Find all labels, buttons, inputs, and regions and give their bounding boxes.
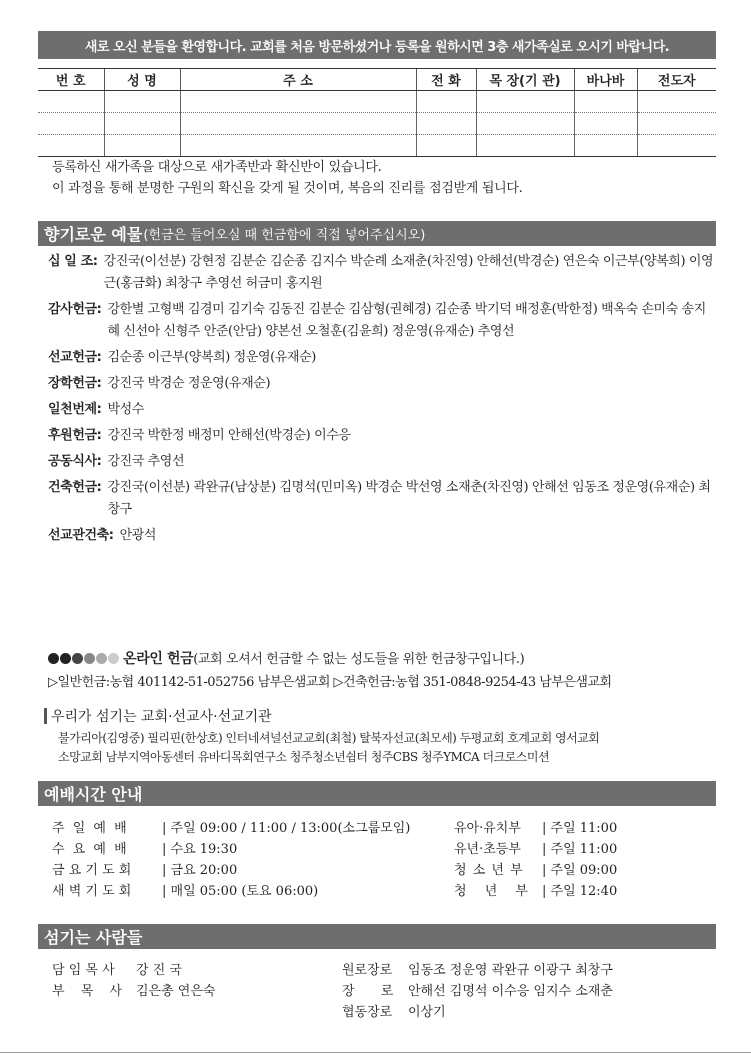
offering-names: 강진국 박한정 배정미 안해선(박경순) 이수응 (107, 428, 351, 443)
bank-accounts: ▷일반헌금:농협 401142-51-052756 남부은샘교회 ▷건축헌금:농협 351-0848-9254-43 남부은샘교회 (48, 675, 612, 690)
offering-names: 강진국 추영선 (107, 454, 185, 469)
offerings-list (48, 251, 718, 551)
staff-role: 담 임 목 사 (52, 963, 115, 978)
worship-name: 수 요 예 배 (52, 842, 129, 857)
staff-names: 안해선 김명석 이수응 임지수 소재춘 (408, 984, 613, 999)
staff-role: 부 목 사 (52, 984, 122, 999)
worship-time: | 주일 12:40 (542, 884, 618, 899)
worship-name: 새 벽 기 도 회 (52, 884, 132, 899)
offering-names: 강진국(이선분) 곽완규(남상분) 김명석(민미옥) 박경순 박선영 소재춘(차진영) 안해선 임동조 정운영(유재순) 최창구 (107, 480, 711, 517)
staff-title: 섬기는 사람들 (44, 928, 143, 947)
header-evangelist: 전도자 (637, 69, 716, 91)
table-row (38, 91, 716, 113)
online-offering-title: 온라인 헌금 (123, 651, 194, 667)
support-title-text: 우리가 섬기는 교회·선교사·선교기관 (51, 709, 272, 725)
worship-name: 청 년 부 (454, 884, 528, 899)
registration-table (38, 68, 716, 157)
staff-role: 원로장로 (342, 963, 393, 978)
worship-title: 예배시간 안내 (44, 785, 143, 804)
support-list (58, 729, 599, 767)
worship-item (52, 880, 452, 901)
worship-time: | 주일 09:00 / 11:00 / 13:00(소그룹모임) (162, 821, 411, 836)
offering-mission (48, 347, 718, 369)
header-phone: 전 화 (416, 69, 476, 91)
worship-item (52, 838, 452, 859)
offerings-header (38, 221, 716, 246)
offering-label: 일천번제: (48, 402, 102, 417)
registration-note-1: 등록하신 새가족을 대상으로 새가족반과 확신반이 있습니다. (52, 160, 382, 175)
staff-item (52, 980, 352, 1001)
support-line: 소망교회 남부지역아동센터 유바디목회연구소 청주청소년쉼터 청주CBS 청주YMCA 더크로스미션 (58, 750, 550, 764)
online-offering-desc: (교회 오셔서 헌금할 수 없는 성도들을 위한 헌금창구입니다.) (193, 652, 525, 667)
worship-name: 유년·초등부 (454, 842, 521, 857)
staff-right-column (342, 959, 722, 1022)
offering-names: 안광석 (119, 528, 157, 543)
offering-thanks (48, 299, 718, 343)
offering-names: 김순종 이근부(양복희) 정운영(유재순) (107, 350, 316, 365)
offering-names: 강진국(이선분) 강현정 김분순 김순종 김지수 박순례 소재춘(차진영) 안해선(박경순) 연은숙 이근부(양복희) 이영근(홍금화) 최창구 추영선 허금미 홍지원 (103, 254, 714, 291)
offering-names: 강진국 박경순 정운영(유재순) (107, 376, 271, 391)
staff-item (52, 959, 352, 980)
welcome-banner: 새로 오신 분들을 환영합니다. 교회를 처음 방문하셨거나 등록을 원하시면 3층 새가족실로 오시기 바랍니다. (38, 31, 716, 59)
title-marker-icon (44, 708, 47, 724)
support-line: 불가리아(김영중) 필리핀(한상호) 인터네셔널선교교회(최철) 탈북자선교(최모세) 두평교회 호계교회 영서교회 (58, 731, 600, 745)
staff-header (38, 924, 716, 949)
offering-scholarship (48, 373, 718, 395)
worship-item (454, 817, 714, 838)
offerings-subtitle: (헌금은 들어오실 때 헌금함에 직접 넣어주십시오) (143, 228, 426, 243)
offering-thousand (48, 399, 718, 421)
offering-meal (48, 451, 718, 473)
offering-label: 선교관건축: (48, 528, 114, 543)
worship-item (52, 817, 452, 838)
worship-name: 청 소 년 부 (454, 863, 524, 878)
staff-role: 장 로 (342, 984, 394, 999)
decorative-dots-icon (48, 652, 123, 667)
staff-role: 협동장로 (342, 1005, 393, 1020)
worship-time: | 주일 11:00 (542, 842, 618, 857)
registration-header-row (38, 69, 716, 91)
table-row (38, 135, 716, 157)
offering-names: 박성수 (107, 402, 144, 417)
page-bottom-divider (0, 1052, 751, 1053)
offering-support (48, 425, 718, 447)
header-group: 목 장(기 관) (476, 69, 574, 91)
offering-label: 후원헌금: (48, 428, 102, 443)
table-row (38, 113, 716, 135)
support-title (44, 706, 272, 726)
staff-names: 김은총 연은숙 (136, 984, 216, 999)
offerings-title: 향기로운 예물 (44, 225, 143, 244)
worship-header (38, 781, 716, 806)
offering-tithe (48, 251, 718, 295)
header-name: 성 명 (104, 69, 180, 91)
staff-left-column (52, 959, 352, 1001)
header-number: 번 호 (38, 69, 104, 91)
worship-right-column (454, 817, 714, 901)
staff-item (342, 1001, 722, 1022)
worship-time: | 금요 20:00 (162, 863, 238, 878)
worship-item (454, 880, 714, 901)
header-address: 주 소 (180, 69, 416, 91)
worship-item (52, 859, 452, 880)
offering-label: 감사헌금: (48, 302, 102, 317)
staff-item (342, 980, 722, 1001)
offering-label: 공동식사: (48, 454, 102, 469)
offering-mission-building (48, 525, 718, 547)
staff-names: 임동조 정운영 곽완규 이광구 최창구 (408, 963, 613, 978)
worship-left-column (52, 817, 452, 901)
offering-building (48, 477, 718, 521)
offering-label: 십 일 조: (48, 254, 98, 269)
offering-names: 강한별 고형백 김경미 김기숙 김동진 김분순 김삼형(권혜경) 김순종 박기덕 배정훈(박한정) 백옥숙 손미숙 송지혜 신선아 신형주 안준(안담) 양본선 오철훈(김윤희) 정운영(유재순) 추영선 (107, 302, 706, 339)
offering-label: 선교헌금: (48, 350, 102, 365)
staff-names: 강 진 국 (136, 963, 182, 978)
staff-names: 이상기 (408, 1005, 446, 1020)
header-barnabas: 바나바 (574, 69, 637, 91)
worship-time: | 매일 05:00 (토요 06:00) (162, 884, 319, 899)
staff-item (342, 959, 722, 980)
worship-item (454, 838, 714, 859)
worship-time: | 수요 19:30 (162, 842, 238, 857)
worship-item (454, 859, 714, 880)
worship-name: 주 일 예 배 (52, 821, 129, 836)
registration-note-2: 이 과정을 통해 분명한 구원의 확신을 갖게 될 것이며, 복음의 진리를 점검받게 됩니다. (52, 181, 523, 196)
worship-time: | 주일 09:00 (542, 863, 618, 878)
worship-name: 금 요 기 도 회 (52, 863, 132, 878)
offering-label: 장학헌금: (48, 376, 102, 391)
offering-label: 건축헌금: (48, 480, 102, 495)
worship-time: | 주일 11:00 (542, 821, 618, 836)
online-offering (48, 648, 728, 668)
worship-name: 유아·유치부 (454, 821, 521, 836)
